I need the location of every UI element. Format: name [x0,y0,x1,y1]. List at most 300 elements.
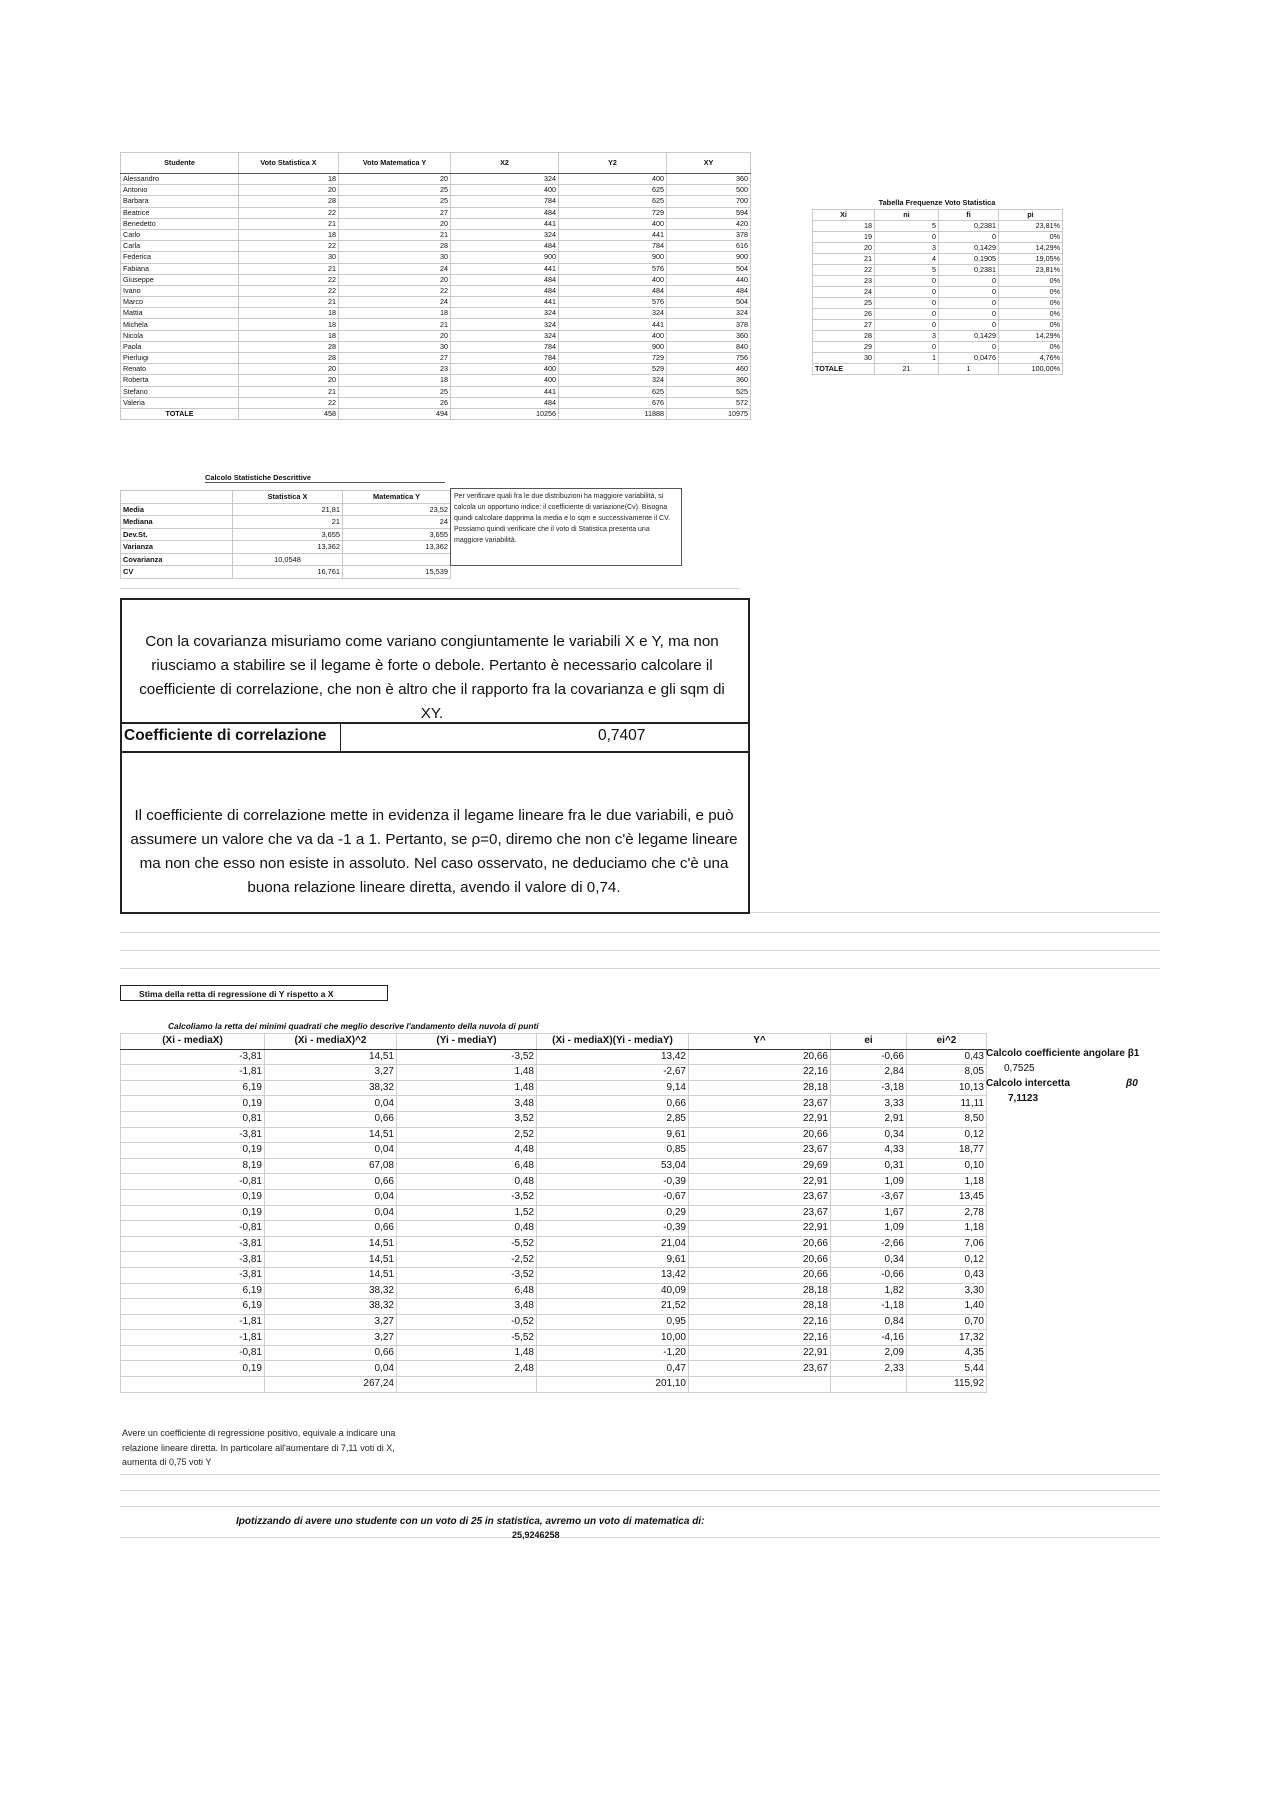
table-cell: Mediana [121,516,233,529]
table-cell: 0 [875,276,939,287]
table-row [813,320,1063,331]
table-cell: 3,48 [397,1096,537,1112]
table-cell: 18 [239,229,339,240]
table-row [121,1189,987,1205]
table-cell: 8,50 [907,1111,987,1127]
beta1-value: 0,7525 [1004,1063,1035,1074]
table-row [121,375,751,386]
table-cell: -1,81 [121,1065,265,1081]
table-row [121,1361,987,1377]
table-cell: 900 [559,341,667,352]
table-cell: 19,05% [999,254,1063,265]
table-cell: 484 [451,241,559,252]
column-header: ni [875,210,939,221]
table-cell: 22 [239,285,339,296]
table-cell: -0,81 [121,1221,265,1237]
table-cell: 28 [339,241,451,252]
table-cell: 1 [939,364,999,375]
table-row [121,1267,987,1283]
table-cell: 28 [239,353,339,364]
table-cell: Carlo [121,229,239,240]
table-cell: 29,69 [689,1158,831,1174]
table-row [121,263,751,274]
table-cell: 0% [999,298,1063,309]
table-row [813,243,1063,254]
table-cell: 3,655 [233,528,343,541]
table-cell: 324 [559,308,667,319]
gridline [120,1506,1160,1507]
table-cell: 0,29 [537,1205,689,1221]
table-cell: 20 [239,185,339,196]
table-row [121,1314,987,1330]
table-cell: 14,51 [265,1252,397,1268]
table-cell: 14,29% [999,331,1063,342]
table-cell: 0,19 [121,1361,265,1377]
table-cell: 4,33 [831,1143,907,1159]
table-cell: 0,48 [397,1221,537,1237]
table-cell: 30 [813,353,875,364]
table-cell: 324 [451,319,559,330]
totals-row [121,408,751,419]
prediction-text: Ipotizzando di avere uno studente con un voto di 25 in statistica, avremo un voto di matematica di: [236,1516,705,1527]
table-cell: 28,18 [689,1283,831,1299]
table-cell: 23,52 [343,503,451,516]
table-cell: 14,51 [265,1049,397,1065]
column-header: Voto Statistica X [239,153,339,174]
table-row [813,232,1063,243]
column-header: Statistica X [233,491,343,504]
table-cell: 6,19 [121,1299,265,1315]
table-header-row [121,1034,987,1050]
table-row [121,1065,987,1081]
table-cell: 18 [239,174,339,185]
table-cell: 441 [451,218,559,229]
table-cell: 18 [339,308,451,319]
table-cell: 1 [875,353,939,364]
table-cell: 25 [339,196,451,207]
table-cell: 21 [239,297,339,308]
column-header: Matematica Y [343,491,451,504]
table-cell: Mattia [121,308,239,319]
cv-y-value: 15,539 [343,566,451,579]
table-cell: -3,52 [397,1267,537,1283]
table-cell: 700 [667,196,751,207]
table-row [121,185,751,196]
table-cell: Carla [121,241,239,252]
table-cell: 23,67 [689,1189,831,1205]
table-cell: 494 [339,408,451,419]
table-cell: -0,81 [121,1345,265,1361]
table-cell: 2,85 [537,1111,689,1127]
gridline [120,968,1160,969]
gridline [120,1490,1160,1491]
table-cell: 13,42 [537,1049,689,1065]
table-cell: 0,19 [121,1096,265,1112]
table-cell: 324 [559,375,667,386]
table-cell: 0,04 [265,1096,397,1112]
table-cell: 20 [239,364,339,375]
column-header: (Xi - mediaX)(Yi - mediaY) [537,1034,689,1050]
table-cell: 441 [559,319,667,330]
table-cell: 484 [451,274,559,285]
table-cell: 21 [339,319,451,330]
table-row [121,1236,987,1252]
table-cell: 24 [339,263,451,274]
table-cell: 1,18 [907,1174,987,1190]
table-cell: Renato [121,364,239,375]
table-row [121,1345,987,1361]
table-cell: TOTALE [121,408,239,419]
table-cell: 1,48 [397,1345,537,1361]
table-cell: 13,42 [537,1267,689,1283]
column-header: Xi [813,210,875,221]
table-row [121,553,451,566]
table-cell: 324 [451,174,559,185]
table-cell: 0 [875,232,939,243]
table-cell: 22,91 [689,1174,831,1190]
table-cell: 0,84 [831,1314,907,1330]
table-cell: 1,40 [907,1299,987,1315]
table-cell: 0,70 [907,1314,987,1330]
table-row [121,341,751,352]
table-cell: 420 [667,218,751,229]
table-cell: 53,04 [537,1158,689,1174]
table-cell: Fabiana [121,263,239,274]
table-cell: 38,32 [265,1283,397,1299]
table-cell: 0,12 [907,1252,987,1268]
beta0-value: 7,1123 [1008,1093,1039,1104]
table-cell: 484 [451,397,559,408]
table-header-row [121,491,451,504]
table-cell: 24 [343,516,451,529]
table-cell: 9,14 [537,1080,689,1096]
table-cell: -2,52 [397,1252,537,1268]
table-cell: 504 [667,297,751,308]
table-cell: 8,05 [907,1065,987,1081]
table-cell: 30 [239,252,339,263]
table-cell: 0,19 [121,1143,265,1159]
table-cell: Media [121,503,233,516]
table-cell: 21,52 [537,1299,689,1315]
table-row [121,1299,987,1315]
table-cell: 18 [239,308,339,319]
column-header: X2 [451,153,559,174]
table-cell: 784 [451,196,559,207]
table-cell: 1,82 [831,1283,907,1299]
table-cell: 0,1429 [939,243,999,254]
table-cell: -2,67 [537,1065,689,1081]
table-cell: 67,08 [265,1158,397,1174]
table-row [121,1143,987,1159]
table-row [813,287,1063,298]
table-cell: 440 [667,274,751,285]
gridline [120,588,740,589]
table-cell: 20 [339,218,451,229]
table-cell: 100,00% [999,364,1063,375]
table-cell: 38,32 [265,1299,397,1315]
table-cell: 20,66 [689,1236,831,1252]
table-row [121,330,751,341]
table-cell: 18 [239,330,339,341]
table-cell: -1,81 [121,1330,265,1346]
beta1-label: Calcolo coefficiente angolare β1 [986,1048,1140,1059]
table-cell: 458 [239,408,339,419]
column-header: fi [939,210,999,221]
table-cell: 27 [813,320,875,331]
table-cell: 378 [667,319,751,330]
table-row [121,1127,987,1143]
table-row [813,276,1063,287]
table-row [121,1049,987,1065]
covariance-intro-text: Con la covarianza misuriamo come variano congiuntamente le variabili X e Y, ma non riusciamo a stabilire se il legame è forte o debole. Pertanto è necessario calcolare il coefficiente di correlazione, che non è altro che il rapporto fra la covarianza e gli sqm di XY. [139,633,725,722]
table-cell: 14,51 [265,1236,397,1252]
descriptive-stats-table [120,490,451,579]
column-header: Y2 [559,153,667,174]
table-cell: 13,45 [907,1189,987,1205]
table-cell: 11888 [559,408,667,419]
table-cell: 4,76% [999,353,1063,364]
table-cell: 21,81 [233,503,343,516]
table-cell: 23,67 [689,1361,831,1377]
table-cell: -5,52 [397,1330,537,1346]
table-cell: 28 [813,331,875,342]
beta0-label: Calcolo intercetta [986,1078,1070,1089]
table-cell: 9,61 [537,1127,689,1143]
table-cell: 0 [939,309,999,320]
table-cell: 21 [239,263,339,274]
table-cell: 324 [451,308,559,319]
table-cell: 900 [451,252,559,263]
table-cell: 900 [559,252,667,263]
table-cell: 900 [667,252,751,263]
table-cell: Stefano [121,386,239,397]
table-cell: 784 [559,241,667,252]
table-cell: 0,85 [537,1143,689,1159]
table-cell: Michela [121,319,239,330]
table-cell: 500 [667,185,751,196]
table-cell: Dev.St. [121,528,233,541]
table-cell: 576 [559,297,667,308]
table-cell: 2,48 [397,1361,537,1377]
table-cell: 21 [233,516,343,529]
table-row [121,1174,987,1190]
table-cell: 0,95 [537,1314,689,1330]
table-row [121,229,751,240]
table-cell: 20,66 [689,1049,831,1065]
correlation-row [120,722,748,753]
table-cell: 28 [239,341,339,352]
table-cell: 378 [667,229,751,240]
table-row [121,1330,987,1346]
correlation-section [120,598,750,914]
column-header: Y^ [689,1034,831,1050]
column-header: (Xi - mediaX) [121,1034,265,1050]
table-cell: 22,16 [689,1314,831,1330]
table-cell: 7,06 [907,1236,987,1252]
table-cell: 0,48 [397,1174,537,1190]
table-cell: 22 [239,274,339,285]
table-cell: -1,20 [537,1345,689,1361]
table-cell: TOTALE [813,364,875,375]
table-row [121,566,451,579]
table-row [121,1283,987,1299]
table-cell: 24 [813,287,875,298]
table-cell: -0,52 [397,1314,537,1330]
table-cell: 400 [559,274,667,285]
table-cell: 9,61 [537,1252,689,1268]
correlation-label: Coefficiente di correlazione [124,727,327,744]
covariance-label: Covarianza [121,553,233,566]
table-row [813,353,1063,364]
table-cell: 0,04 [265,1143,397,1159]
table-row [121,1111,987,1127]
table-row [813,265,1063,276]
table-cell: 0 [875,287,939,298]
table-cell: 0,1905 [939,254,999,265]
table-cell: 625 [559,196,667,207]
table-cell: 23,81% [999,265,1063,276]
table-cell: 14,29% [999,243,1063,254]
table-header-row [813,210,1063,221]
table-cell: 22 [339,285,451,296]
table-cell: 0,43 [907,1267,987,1283]
table-cell: 484 [559,285,667,296]
table-cell: 4 [875,254,939,265]
table-cell: -3,81 [121,1127,265,1143]
table-cell: 20 [813,243,875,254]
table-row [121,1080,987,1096]
table-row [121,241,751,252]
table-cell: 21 [239,386,339,397]
table-cell: 38,32 [265,1080,397,1096]
table-cell: 0 [939,232,999,243]
table-row [121,319,751,330]
table-row [121,1158,987,1174]
table-cell: 0% [999,309,1063,320]
table-cell: 484 [451,207,559,218]
table-cell: 13,362 [343,541,451,554]
total-cell: 201,10 [537,1377,689,1393]
table-cell: Varianza [121,541,233,554]
table-cell: Nicola [121,330,239,341]
table-row [121,285,751,296]
table-cell: 525 [667,386,751,397]
table-cell: 0,47 [537,1361,689,1377]
table-cell: 6,48 [397,1158,537,1174]
table-cell: 4,48 [397,1143,537,1159]
table-cell: 3,48 [397,1299,537,1315]
table-cell: Paola [121,341,239,352]
table-cell: 29 [813,342,875,353]
table-cell: 0,1429 [939,331,999,342]
table-cell: 3,27 [265,1314,397,1330]
table-cell: 22,91 [689,1221,831,1237]
table-cell: 28,18 [689,1299,831,1315]
table-cell: 17,32 [907,1330,987,1346]
table-cell: 756 [667,353,751,364]
table-cell: 21 [875,364,939,375]
table-cell: -0,81 [121,1174,265,1190]
column-header: XY [667,153,751,174]
table-cell: 10256 [451,408,559,419]
table-cell: 0,12 [907,1127,987,1143]
table-cell: -2,66 [831,1236,907,1252]
cv-note: Per verificare quali fra le due distribuzioni ha maggiore variabilità, si calcola un opportuno indice: il coefficiente di variazione(Cv). Bisogna quindi calcolare dapprima la media e lo sqm e successivamente il CV. Possiamo quindi verificare che il voto di Statistica presenta una maggiore variabilità. [450,488,682,566]
table-cell: 25 [813,298,875,309]
table-cell: 0,34 [831,1127,907,1143]
column-header: (Xi - mediaX)^2 [265,1034,397,1050]
table-cell: 2,84 [831,1065,907,1081]
table-cell: -1,81 [121,1314,265,1330]
table-cell: 22,16 [689,1330,831,1346]
table-cell: 27 [339,207,451,218]
table-cell: 5 [875,265,939,276]
table-cell: -0,39 [537,1174,689,1190]
regression-note: Avere un coefficiente di regressione positivo, equivale a indicare una relazione lineare diretta. In particolare all'aumentare di 7,11 voti di X, aumenta di 0,75 voti Y [122,1428,396,1467]
table-header-row [121,153,751,174]
table-cell: 360 [667,375,751,386]
table-cell: 400 [451,364,559,375]
frequency-table [812,209,1063,375]
table-cell: 24 [339,297,451,308]
table-cell: 594 [667,207,751,218]
table-cell: 0% [999,287,1063,298]
table-cell: 400 [559,218,667,229]
table-row [121,174,751,185]
table-cell: 2,91 [831,1111,907,1127]
table-cell: 840 [667,341,751,352]
cell-divider [340,724,341,751]
table-cell: -3,81 [121,1236,265,1252]
table-cell: 360 [667,174,751,185]
table-cell: 27 [339,353,451,364]
table-cell: 0 [939,298,999,309]
table-cell: 729 [559,207,667,218]
table-row [813,254,1063,265]
table-cell: Antonio [121,185,239,196]
cv-x-value: 16,761 [233,566,343,579]
table-cell: 0,66 [265,1174,397,1190]
table-row [121,1096,987,1112]
table-cell: 22,91 [689,1111,831,1127]
table-cell: 2,78 [907,1205,987,1221]
table-cell: 0,66 [265,1111,397,1127]
table-row [121,1252,987,1268]
table-cell: 23,67 [689,1096,831,1112]
table-cell: 0,04 [265,1189,397,1205]
total-cell: 267,24 [265,1377,397,1393]
desc-stats-title: Calcolo Statistiche Descrittive [205,473,445,483]
table-cell: 30 [339,252,451,263]
table-cell: 26 [813,309,875,320]
table-cell: 2,33 [831,1361,907,1377]
table-cell: 5,44 [907,1361,987,1377]
table-row [121,207,751,218]
covariance-value: 10,0548 [233,553,343,566]
table-cell: 0,10 [907,1158,987,1174]
table-cell: 400 [559,330,667,341]
table-cell: 0 [875,342,939,353]
regression-title: Stima della retta di regressione di Y rispetto a X [120,985,388,1001]
table-cell: 22 [239,207,339,218]
table-cell: 14,51 [265,1267,397,1283]
table-cell: 625 [559,386,667,397]
table-cell: 0,0476 [939,353,999,364]
table-cell: Barbara [121,196,239,207]
table-cell: 0,19 [121,1205,265,1221]
table-cell: 1,09 [831,1221,907,1237]
table-cell: Valeria [121,397,239,408]
